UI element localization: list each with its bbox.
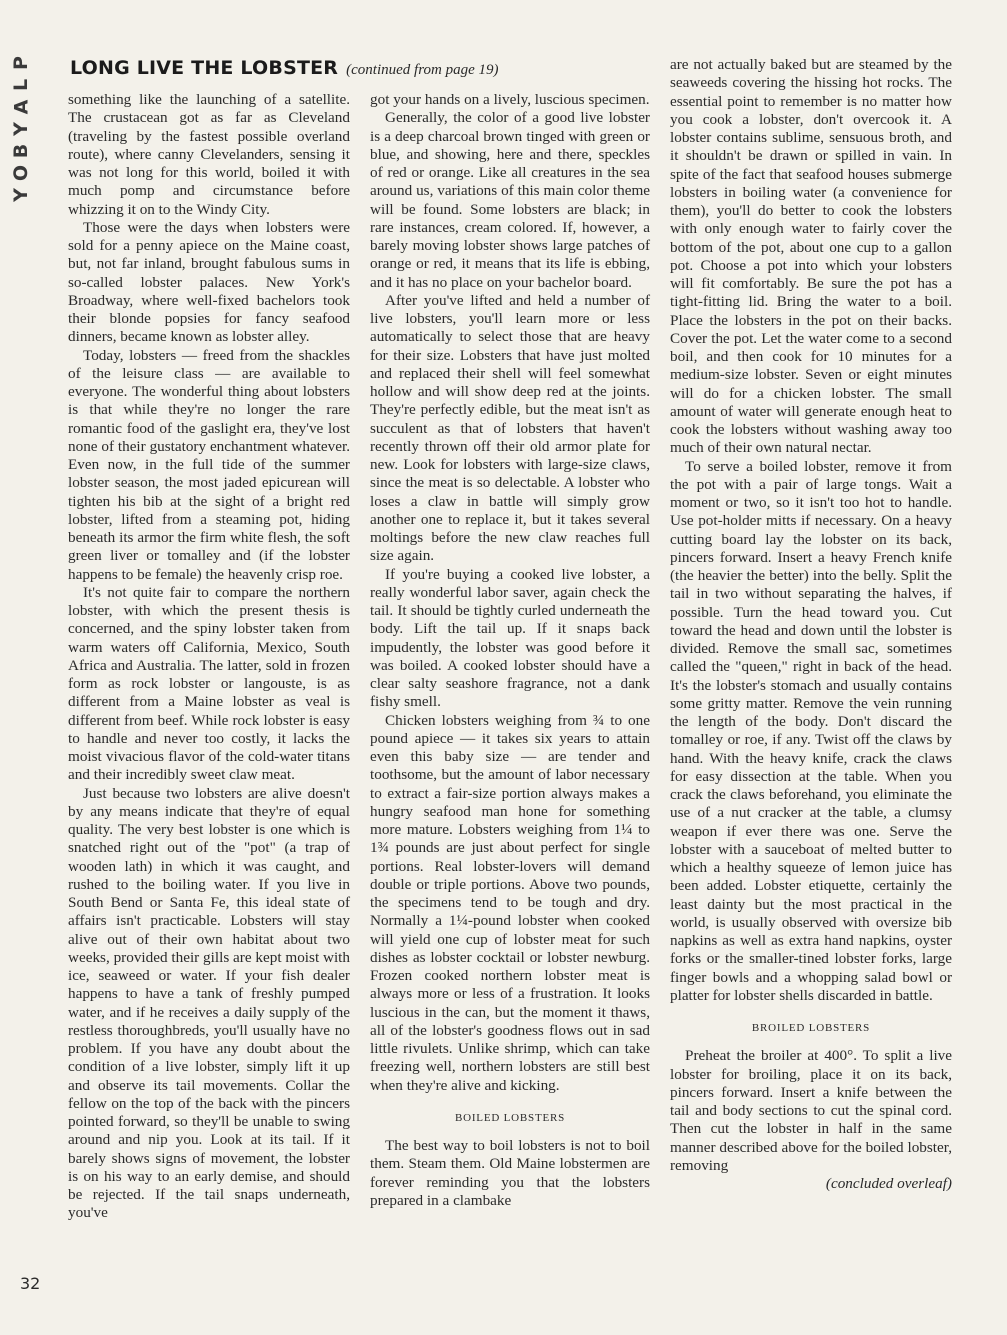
masthead-letter: B	[9, 143, 32, 159]
headline-continued-note: (continued from page 19)	[346, 62, 499, 78]
paragraph: If you're buying a cooked live lobster, a really wonderful labor saver, again check the tail. It should be tightly curled underneath the body. Lift the tail up. If it snaps back impudently, the lobster was good before it was boiled. A cooked lobster should have a clear salty seashore fragrance, not a dank fishy smell.	[370, 565, 650, 711]
paragraph: Those were the days when lobsters were sold for a penny apiece on the Maine coast, but, not far inland, brought fabulous sums in so-called lobster palaces. New York's Broadway, where well-fixed bachelors took their blonde popsies for fancy seafood dinners, became known as lobster alley.	[68, 218, 350, 346]
masthead-letter: A	[10, 99, 32, 115]
masthead-letter: L	[9, 78, 32, 92]
paragraph: something like the launching of a satellite. The crustacean got as far as Cleveland (traveling by the fastest possible overland route), where canny Clevelanders, sensing it was not long for this world, boiled it with much pomp and circumstance before whizzing it on to the Windy City.	[68, 91, 350, 218]
article-headline	[70, 57, 498, 79]
paragraph: After you've lifted and held a number of live lobsters, you'll learn more or less automatically to select those that are heavy for their size. Lobsters that have just molted and replaced their shell will feel somewhat hollow and will show deep red at the joints. They're perfectly edible, but the meat isn't as succulent as that of lobsters that haven't recently thrown off their old armor plate for new. Look for lobsters with large-size claws, since the meat is so delectable. A lobster who loses a claw in battle will simply grow another one to replace it, but it takes several moltings before the new claw reaches full size again.	[370, 291, 650, 565]
paragraph: got your hands on a lively, luscious specimen.	[370, 91, 650, 108]
masthead-letter: O	[10, 164, 32, 182]
magazine-masthead	[6, 52, 36, 206]
paragraph: Chicken lobsters weighing from ¾ to one pound apiece — it takes six years to attain even this baby size — are tender and toothsome, but the amount of labor necessary to extract a fair-size portion always makes a hungry seafood man hone for something more mature. Lobsters weighing from 1¼ to 1¾ pounds are just about perfect for single portions. Real lobster-lovers will demand double or triple portions. Above two pounds, the specimens tend to be tough and dry. Normally a 1¼-pound lobster when cooked will yield one cup of lobster meat for such dishes as lobster cocktail or lobster newburg. Frozen cooked northern lobster meat is always more or less of a frustration. It looks luscious in the can, but the moment it thaws, all of the lobster's goodness flows out in sad little rivulets. Unlike shrimp, which can take freezing well, northern lobsters are still best when they're alive and kicking.	[370, 711, 650, 1094]
paragraph: are not actually baked but are steamed by the seaweeds covering the hissing hot rocks. The essential point to remember is no matter how you cook a lobster, don't overcook it. A lobster contains sublime, sensuous broth, and it shouldn't be drawn or spilled in vain. In spite of the fact that seafood houses submerge lobsters in boiling water (a convenience for them), you'll do better to cook the lobsters with only enough water to fairly cover the bottom of the pot, about one cup to a gallon pot. Choose a pot into which your lobsters will fit comfortably. Be sure the pot has a tight-fitting lid. Bring the water to a boil. Place the lobsters in the pot on their backs. Cover the pot. Let the water come to a second boil, and then cook for 10 minutes for a medium-size lobster. Seven or eight minutes will do for a chicken lobster. The small amount of water will generate enough heat to cook the lobsters without washing away too much of their own natural nectar.	[670, 56, 952, 457]
section-subhead-boiled-lobsters: BOILED LOBSTERS	[454, 1111, 566, 1124]
text-column-3	[670, 56, 952, 1193]
paragraph: The best way to boil lobsters is not to boil them. Steam them. Old Maine lobstermen are forever reminding you that the lobsters prepared in a clambake	[370, 1137, 650, 1209]
paragraph: It's not quite fair to compare the northern lobster, with which the present thesis is concerned, and the spiny lobster taken from warm waters off California, Mexico, South Africa and Australia. The latter, sold in frozen form as rock lobster or langouste, is as different from a Maine lobster as veal is different from beef. While rock lobster is easy to handle and never too costly, it lacks the moist vivacious flavor of the cold-water titans and their incredibly sweet claw meat.	[68, 583, 350, 784]
text-column-1	[68, 91, 350, 1223]
paragraph: Generally, the color of a good live lobster is a deep charcoal brown tinged with green or blue, and showing, here and there, speckles of red or orange. Like all creatures in the sea around us, variations of this main color theme will be found. Some lobsters are black; in rare instances, cream colored. If, however, a barely moving lobster shows large patches of orange or red, it means that its life is ebbing, and it has no place on your bachelor board.	[370, 109, 650, 291]
section-subhead-broiled-lobsters: BROILED LOBSTERS	[751, 1022, 871, 1034]
continued-note: (concluded overleaf)	[825, 1175, 952, 1192]
paragraph: Preheat the broiler at 400°. To split a live lobster for broiling, place it on its back, pincers forward. Insert a knife between the tail and body sections to cut the spinal cord. Then cut the lobster in half in the same manner described above for the boiled lobster, removing	[670, 1047, 952, 1174]
masthead-letter: Y	[9, 122, 32, 136]
text-column-2	[370, 91, 650, 1210]
page-number: 32	[20, 1274, 41, 1293]
masthead-letter: Y	[9, 188, 32, 202]
headline-title: LONG LIVE THE LOBSTER	[70, 57, 339, 79]
paragraph: Today, lobsters — freed from the shackles of the leisure class — are available to everyone. The wonderful thing about lobsters is that while they're no longer the rare romantic food of the gaslight era, they've lost none of their gustatory enchantment whatever. Even now, in the full tide of the summer lobster season, the most jaded epicurean will tighten his bib at the sight of a bright red lobster, lifted from a steaming pot, hiding beneath its armor the firm white flesh, the soft green liver or tomalley and (if the lobster happens to be female) the heavenly crisp roe.	[68, 346, 350, 583]
paragraph: Just because two lobsters are alive doesn't by any means indicate that they're of equal quality. The very best lobster is one which is snatched right out of the "pot" (a trap of wooden lath) in which it was caught, and rushed to the boiling water. If you live in South Bend or Santa Fe, this ideal state of affairs isn't practicable. Lobsters will stay alive out of their own habitat about two weeks, provided their gills are kept moist with ice, seaweed or water. If your fish dealer happens to have a tank of freshly pumped water, and if he receives a daily supply of the restless thoroughbreds, you'll usually have no problem. If you have any doubt about the condition of a live lobster, simply lift it up and observe its tail movements. Collar the fellow on the top of the back with the pincers pointed forward, so they'll be unable to swing around and nip you. Look at its tail. If it barely shows signs of movement, the lobster is on his way to an early demise, and should be rejected. If the tail snaps underneath, you've	[68, 784, 350, 1222]
paragraph: To serve a boiled lobster, remove it from the pot with a pair of large tongs. Wait a moment or two, so it isn't too hot to handle. Use pot-holder mitts if necessary. On a heavy cutting board lay the lobster on its back, pincers forward. Insert a heavy French knife (the heavier the better) into the belly. Split the tail in two without separating the halves, if possible. Turn the head toward you. Cut toward the head and down until the lobster is divided. Remove the small sac, sometimes called the "queen," right in back of the head. It's the lobster's stomach and usually contains some gritty matter. Remove the vein running the length of the body. Don't discard the tomalley or roe, if any. Twist off the claws by hand. With the heavy knife, crack the claws for easy dissection at the table. When you crack the claws beforehand, you eliminate the use of a nut cracker at the table, a clumsy weapon if ever there was one. Serve the lobster with a sauceboat of melted butter to which a healthy squeeze of lemon juice has been added. Lobster etiquette, certainly the least dainty but the most practical in the world, is usually observed with oversize bib napkins as well as extra hand napkins, oyster forks or the smaller-tined lobster forks, large finger bowls and a whopping salad bowl or platter for lobster shells discarded in battle.	[670, 457, 952, 1004]
masthead-letter: P	[10, 56, 32, 70]
